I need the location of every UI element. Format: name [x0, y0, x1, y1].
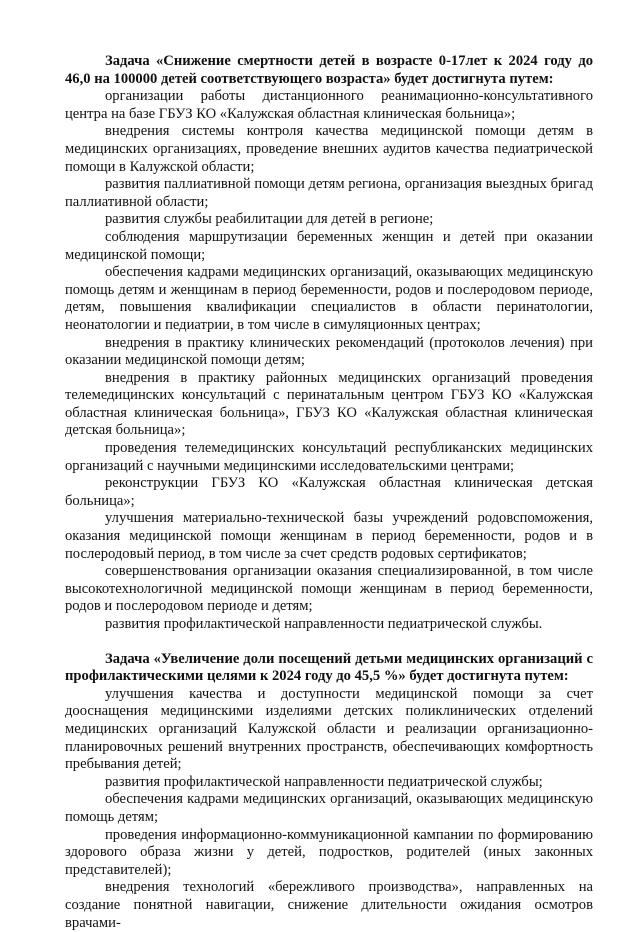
- list-item: развития паллиативной помощи детям региона, организация выездных бригад паллиативной области;: [65, 176, 593, 210]
- task-heading-1: Задача «Снижение смертности детей в возрасте 0-17лет к 2024 году до 46,0 на 100000 детей соответствующего возраста» будет достигнута путем:: [65, 53, 593, 87]
- list-item: внедрения технологий «бережливого производства», направленных на создание понятной навигации, снижение длительности ожидания осмотров врачами-: [65, 879, 593, 931]
- list-item: улучшения качества и доступности медицинской помощи за счет дооснащения медицинскими изделиями детских поликлинических отделений медицинских организаций Калужской области и реализации организационно-планировочных решений внутренних пространств, обеспечивающих комфортность пребывания детей;: [65, 685, 593, 773]
- list-item: внедрения системы контроля качества медицинской помощи детям в медицинских организациях, проведение внешних аудитов качества педиатрической помощи в Калужской области;: [65, 123, 593, 175]
- list-item: улучшения материально-технической базы учреждений родовспоможения, оказания медицинской помощи женщинам в период беременности, родов и в послеродовый период, в том числе за счет средств родовых сертификатов;: [65, 510, 593, 562]
- document-page: [65, 53, 593, 932]
- list-item: обеспечения кадрами медицинских организаций, оказывающих медицинскую помощь детям и женщинам в период беременности, родов и послеродовом периоде, детям, повышения квалификации специалистов в области перинатологии, неонатологии и педиатрии, в том числе в симуляционных центрах;: [65, 264, 593, 333]
- task-heading-2: Задача «Увеличение доли посещений детьми медицинских организаций с профилактическими целями к 2024 году до 45,5 %» будет достигнута путем:: [65, 650, 593, 685]
- list-item: совершенствования организации оказания специализированной, в том числе высокотехнологичной медицинской помощи женщинам в период беременности, родов и послеродовом периоде и детям;: [65, 563, 593, 615]
- list-item: организации работы дистанционного реанимационно-консультативного центра на базе ГБУЗ КО «Калужская областная клиническая больница»;: [65, 88, 593, 122]
- section-spacer: [65, 634, 593, 651]
- list-item: реконструкции ГБУЗ КО «Калужская областная клиническая детская больница»;: [65, 475, 593, 509]
- list-item: проведения информационно-коммуникационной кампании по формированию здорового образа жизни у детей, подростков, родителей (иных законных представителей);: [65, 826, 593, 878]
- list-item: развития профилактической направленности педиатрической службы.: [105, 616, 543, 632]
- list-item: внедрения в практику клинических рекомендаций (протоколов лечения) при оказании медицинской помощи детям;: [65, 334, 593, 369]
- list-item: проведения телемедицинских консультаций республиканских медицинских организаций с научными медицинскими исследовательскими центрами;: [65, 440, 593, 474]
- list-item: развития профилактической направленности педиатрической службы;: [105, 773, 543, 790]
- list-item: развития службы реабилитации для детей в регионе;: [105, 211, 434, 228]
- list-item: обеспечения кадрами медицинских организаций, оказывающих медицинскую помощь детям;: [65, 791, 593, 825]
- list-item: соблюдения маршрутизации беременных женщин и детей при оказании медицинской помощи;: [65, 228, 593, 263]
- list-item: внедрения в практику районных медицинских организаций проведения телемедицинских консультаций с перинатальным центром ГБУЗ КО «Калужская областная клиническая больница», ГБУЗ КО «Калужская областная клиническая детская больница»;: [65, 369, 593, 439]
